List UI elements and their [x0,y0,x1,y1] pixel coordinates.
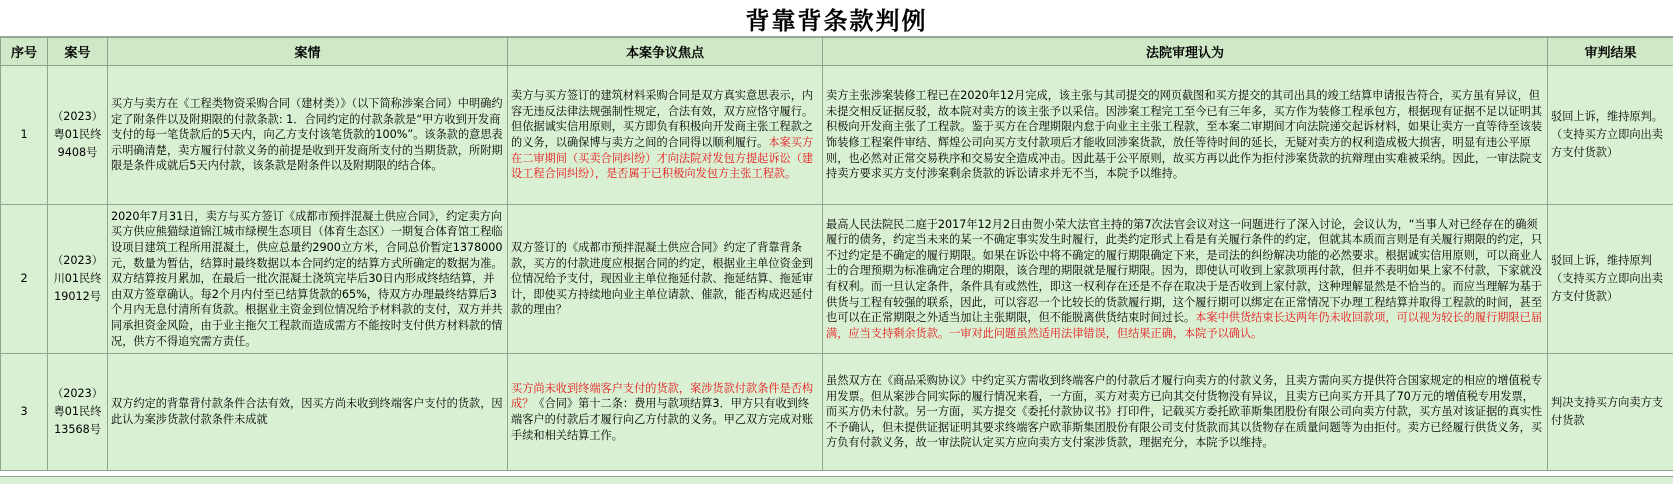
issue-text: 卖方与买方签订的建筑材料采购合同是双方真实意思表示，内容无违反法律法规强制性规定，合法有效，双方应恪守履行。但依据诚实信用原则，买方即负有积极向开发商主张工程款之的义务，以确保博与卖方之间的合同得以顺利履行。 [511,89,813,149]
header-result: 审判结果 [1548,38,1673,66]
header-seq: 序号 [1,38,48,66]
court-opinion-cell [823,205,1548,354]
table-row [1,205,1673,354]
header-row [1,38,1673,66]
result-cell: 驳回上诉，维持原判。（支持买方立即向出卖方支付货款） [1548,66,1673,205]
facts-cell: 2020年7月31日，卖方与买方签订《成都市预拌混凝土供应合同》，约定卖方向买方供应熊猫绿道锦江城市绿楔生态项目（体育生态区）一期复合体育馆工程临设项目建筑工程所用混凝土，供应总量约2900立方米，合同总价暂定1378000元，数量为暂估，结算时最终数据以本合同约定的结算方式所确定的数据为准。双方结算按月累加，在最后一批次混凝土浇筑完毕后30日内形成终结结算，并由双方签章确认。每2个月内付至已结算货款的65%，待双方办理最终结算后3个月内无息付清所有货款。根据业主资金到位情况给予材料款的支付，双方并共同承担资金风险，由于业主拖欠工程款而造成需方不能按时支付供方材料款的情况，供方不得追究需方责任。 [108,205,508,354]
table-row [1,354,1673,471]
issue-highlight: 买方尚未收到终端客户支付的货款，案涉货款付款条件是否构成？ [511,382,813,411]
header-case-no: 案号 [48,38,108,66]
facts-cell: 双方约定的背靠背付款条件合法有效，因买方尚未收到终端客户支付的货款，因此认为案涉货款付款条件未成就 [108,354,508,471]
result-cell: 判决支持买方向卖方支付货款 [1548,354,1673,471]
case-no-cell: （2023）粤01民终13568号 [48,354,108,471]
table-row [1,66,1673,205]
case-no-cell: （2023）川01民终19012号 [48,205,108,354]
seq-cell: 2 [1,205,48,354]
case-table [0,37,1673,471]
issue-text: 《合同》第十二条：费用与款项结算3．甲方只有收到终端客户的付款后才履行向乙方付款的义务。甲乙双方完成对账手续和相关结算工作。 [511,397,813,441]
issue-cell [508,354,823,471]
result-cell: 驳回上诉，维持原判（支持买方立即向出卖方支付货款） [1548,205,1673,354]
header-court-opinion: 法院审理认为 [823,38,1548,66]
table-title: 背靠背条款判例 [0,0,1673,37]
facts-cell: 买方与卖方在《工程类物资采购合同（建材类）》（以下简称涉案合同）中明确约定了附条件以及附期限的付款条款: 1．合同约定的付款条款是“甲方收到开发商支付的每一笔货款后的5天内，向乙方支付该笔货款的100%”。该条款的意思表示明确清楚，卖方履行付款义务的前提是收到开发商所支付的当期货款，所附期限是条件成就后5天内付款，该条款是附条件以及附期限的结合体。 [108,66,508,205]
court-opinion-cell: 虽然双方在《商品采购协议》中约定买方需收到终端客户的付款后才履行向卖方的付款义务，且卖方需向买方提供符合国家规定的相应的增值税专用发票。但从案涉合同实际的履行情况来看，一方面，买方对卖方已向其交付货物没有异议，且卖方已向买方开具了70万元的增值税专用发票，而买方仍未付款。另一方面，买方提交《委托付款协议书》打印件，记载买方委托欧菲斯集团股份有限公司向卖方付款，买方虽对该证据的真实性不予确认，但未提供证据证明其要求终端客户欧菲斯集团股份有限公司支付货款而其以货物存在质量问题等为由拒付。卖方已经履行供货义务，买方负有付款义务，故一审法院认定买方应向卖方支付案涉货款，理据充分，本院予以维持。 [823,354,1548,471]
header-issue: 本案争议焦点 [508,38,823,66]
seq-cell: 1 [1,66,48,205]
court-opinion-cell: 卖方主张涉案装修工程已在2020年12月完成，该主张与其司提交的网页截图和买方提交的其司出具的竣工结算申请报告符合，买方虽有异议，但未提交相反证据反驳，故本院对卖方的该主张予以采信。因涉案工程完工至今已有三年多，买方作为装修工程承包方，根据现有证据不足以证明其积极向开发商主张了工程款。鉴于买方在合理期限内怠于向业主主张工程款，至本案二审期间才向法院递交起诉材料，如果让卖方一直等待至该装饰装修工程案件审结、辉煌公司向买方支付款项后才能收回涉案货款，放任等待时间的延长，无疑对卖方的权利造成极大损害，明显有违公平原则，也必然对正常交易秩序和交易安全造成冲击。因此基于公平原则，故买方再以此作为拒付涉案货款的抗辩理由实难被采纳。因此，一审法院支持卖方要求买方支付涉案剩余货款的诉讼请求并无不当，本院予以维持。 [823,66,1548,205]
issue-cell [508,66,823,205]
issue-highlight: 本案买方在二审期间（买卖合同纠纷）才向法院对发包方提起诉讼（建设工程合同纠纷），是否属于已积极向发包方主张工程款。 [511,136,813,180]
court-opinion-highlight: 本案中供货结束长达两年仍未收回款项，可以视为较长的履行期限已届满，应当支持剩余货款。一审对此问题虽然适用法律错误，但结果正确，本院予以确认。 [826,311,1542,340]
header-facts: 案情 [108,38,508,66]
seq-cell: 3 [1,354,48,471]
court-opinion-text: 最高人民法院民二庭于2017年12月2日由贺小荣大法官主持的第7次法官会议对这一问题进行了深入讨论，会议认为，“当事人对已经存在的确须履行的债务，约定当未来的某一不确定事实发生时履行，此类约定形式上看是有关履行条件的约定，但就其本质而言则是有关履行期限的约定，只不过约定是不确定的履行期限。如果在诉讼中将不确定的履行期限确定下来，是司法的纠纷解决功能的必然要求。根据诚实信用原则，可以商业人士的合理预期为标准确定合理的期限，该合理的期限就是履行期限。因为，即使认可收到上家款项再付款，但并不表明如果上家不付款，下家就没有权利。而一旦认定条件，条件具有或然性，即这一权利存在还是不存在取决于是否收到上家付款，这种理解显然是不恰当的。而应当理解为基于供货与工程有较强的联系，因此，可以容忍一个比较长的货款履行期，这个履行期可以绑定在正常情况下办理工程结算并取得工程款的时间，甚至也可以在正常期限之外适当加让主张期限，但不能脱离供货结束时间过长。 [826,218,1542,325]
issue-cell: 双方签订的《成都市预拌混凝土供应合同》约定了背靠背条款，买方的付款进度应根据合同的约定，根据业主单位资金到位情况给予支付，现因业主单位拖延付款、拖延结算、拖延审计，即使买方持续地向业主单位请款、催款，能否构成迟延付款的理由？ [508,205,823,354]
case-no-cell: （2023）粤01民终9408号 [48,66,108,205]
